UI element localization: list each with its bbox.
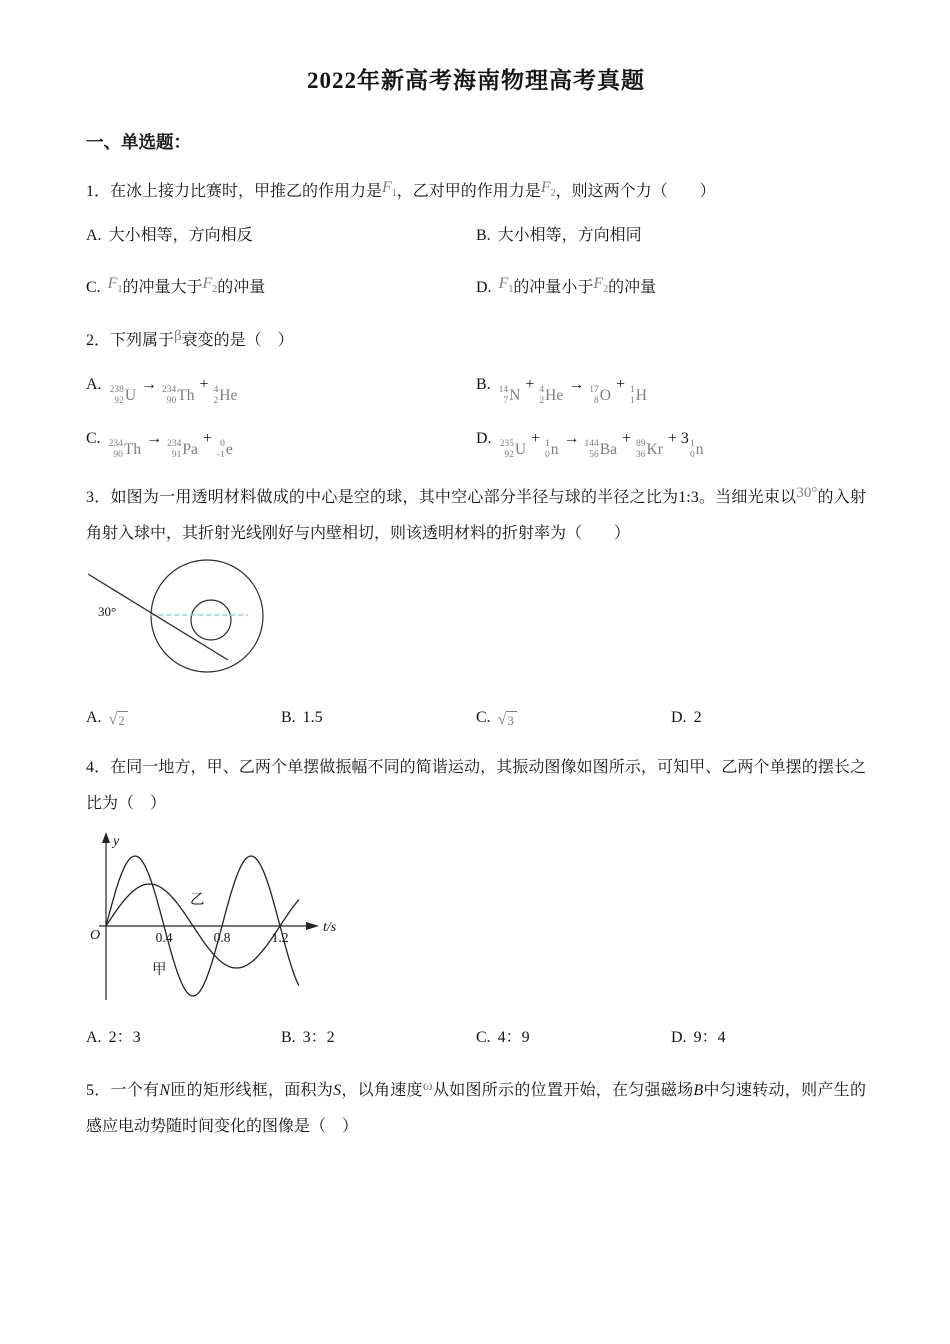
question-1-option-b bbox=[476, 220, 866, 252]
angle-label: 30° bbox=[98, 603, 117, 619]
question-3 bbox=[86, 477, 866, 734]
question-1-option-c bbox=[86, 268, 476, 304]
option-label: A. bbox=[86, 708, 102, 726]
question-4 bbox=[86, 750, 866, 1054]
option-label: C. bbox=[476, 708, 491, 726]
option-label: B. bbox=[281, 1028, 296, 1046]
question-4-stem: 4．在同一地方，甲、乙两个单摆做振幅不同的简谐运动，其振动图像如图所示，可知甲、乙两个单摆的摆长之比为（ ） bbox=[86, 758, 866, 812]
option-label: B. bbox=[281, 708, 296, 726]
outer-sphere-circle bbox=[151, 560, 263, 672]
option-label: D. bbox=[476, 429, 492, 447]
option-label: A. bbox=[86, 227, 102, 244]
question-4-option-a bbox=[86, 1022, 281, 1054]
pendulum-graph bbox=[86, 828, 348, 1010]
question-1-stem: 1．在冰上接力比赛时，甲推乙的作用力是$F_1$，乙对甲的作用力是$F_2$，则这两个力（ ） bbox=[86, 179, 716, 200]
question-2-option-c bbox=[86, 423, 476, 461]
question-3-option-b bbox=[281, 702, 476, 734]
section-heading: 一、单选题： bbox=[86, 132, 191, 152]
question-2 bbox=[86, 320, 866, 461]
tick-0-8: 0.8 bbox=[213, 929, 231, 945]
option-text: 4：9 bbox=[497, 1028, 530, 1046]
inner-cavity-circle bbox=[191, 600, 231, 640]
question-2-options bbox=[86, 369, 866, 461]
question-4-option-d bbox=[671, 1022, 866, 1054]
option-label: B. bbox=[476, 376, 491, 393]
option-text: 2 bbox=[693, 708, 702, 726]
option-label: D. bbox=[476, 279, 492, 296]
page-title: 2022年新高考海南物理高考真题 bbox=[307, 68, 645, 93]
question-3-option-d bbox=[671, 702, 866, 734]
option-label: A. bbox=[86, 376, 102, 393]
tick-0-4: 0.4 bbox=[155, 929, 173, 945]
option-text: √ 3 bbox=[498, 709, 517, 726]
y-axis-arrow bbox=[102, 832, 110, 843]
nuclear-equation: 234 90 Th → 234 91 Pa + 0 -1 e bbox=[108, 429, 233, 460]
option-label: A. bbox=[86, 1028, 102, 1046]
nuclear-equation: 238 92 U → 234 90 Th + 4 2 He bbox=[109, 376, 238, 406]
option-label: C. bbox=[86, 279, 101, 296]
option-text: $F_1$的冲量大于$F_2$的冲量 bbox=[107, 275, 266, 296]
question-1-option-d bbox=[476, 268, 866, 304]
t-axis-arrow bbox=[306, 922, 319, 930]
question-4-option-b bbox=[281, 1022, 476, 1054]
origin-label: O bbox=[90, 927, 101, 943]
t-axis-label: t/s bbox=[323, 919, 337, 935]
curve-jia-label: 甲 bbox=[152, 961, 167, 978]
option-text: 3：2 bbox=[302, 1028, 335, 1046]
option-text: 1.5 bbox=[302, 708, 323, 726]
question-2-stem: 2．下列属于β衰变的是（ ） bbox=[86, 328, 294, 349]
option-label: D. bbox=[671, 708, 687, 726]
question-1-options bbox=[86, 220, 866, 304]
question-5-stem: 5．一个有N匝的矩形线框，面积为S，以角速度ω从如图所示的位置开始，在匀强磁场B中匀速转动，则产生的感应电动势随时间变化的图像是（ ） bbox=[86, 1077, 866, 1135]
option-text: 9：4 bbox=[693, 1028, 726, 1046]
option-text: 大小相等，方向相反 bbox=[108, 227, 253, 244]
nuclear-equation: 235 92 U + 1 0 n → 144 56 Ba + 89 36 Kr + 3 1 0 n bbox=[499, 429, 704, 460]
option-text: $F_1$的冲量小于$F_2$的冲量 bbox=[498, 275, 657, 296]
y-axis-label: y bbox=[113, 833, 120, 849]
tick-1-2: 1.2 bbox=[271, 929, 289, 945]
question-5 bbox=[86, 1070, 866, 1145]
curve-yi-label: 乙 bbox=[190, 891, 205, 908]
question-2-option-d bbox=[476, 423, 866, 461]
question-4-options bbox=[86, 1022, 866, 1054]
question-2-option-a bbox=[86, 369, 476, 407]
question-3-stem: 3．如图为一用透明材料做成的中心是空的球，其中空心部分半径与球的半径之比为1:3。当细光束以30°的入射角射入球中，其折射光线刚好与内壁相切，则该透明材料的折射率为（ ） bbox=[86, 484, 866, 542]
option-label: B. bbox=[476, 227, 491, 244]
question-1-option-a bbox=[86, 220, 476, 252]
question-3-option-a bbox=[86, 702, 281, 734]
question-2-option-b bbox=[476, 369, 866, 407]
nuclear-equation: 14 7 N + 4 2 He → 17 8 O + 1 1 H bbox=[498, 376, 647, 406]
option-text: 2：3 bbox=[108, 1028, 141, 1046]
question-1 bbox=[86, 170, 866, 304]
option-text: 大小相等，方向相同 bbox=[497, 227, 642, 244]
option-label: D. bbox=[671, 1028, 687, 1046]
option-label: C. bbox=[476, 1028, 491, 1046]
question-3-option-c bbox=[476, 702, 671, 734]
question-4-option-c bbox=[476, 1022, 671, 1054]
option-text: √ 2 bbox=[109, 709, 128, 726]
option-label: C. bbox=[86, 429, 101, 447]
question-3-options bbox=[86, 702, 866, 734]
refraction-diagram bbox=[86, 558, 296, 690]
